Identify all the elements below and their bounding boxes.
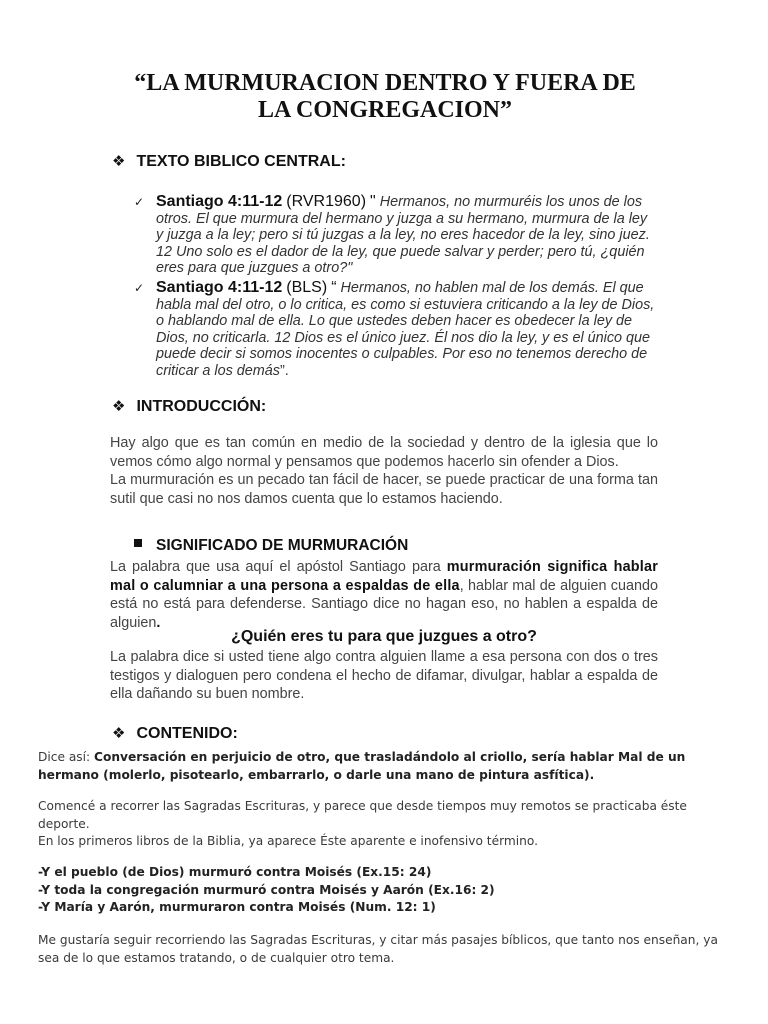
definition-end: . xyxy=(156,614,161,631)
title-line-1: “LA MURMURACION DENTRO Y FUERA DE xyxy=(134,70,636,96)
verse-open-quote: “ xyxy=(331,279,337,296)
section-heading-introduccion xyxy=(112,397,266,416)
diamond-bullet-icon: ❖ xyxy=(112,725,126,742)
diamond-bullet-icon: ❖ xyxy=(112,153,126,170)
contenido-paragraph-2 xyxy=(38,798,738,851)
subheading-significado xyxy=(134,537,408,555)
contenido-p2b: En los primeros libros de la Biblia, ya aparece Éste aparente e inofensivo término. xyxy=(38,834,538,848)
verse-version: (BLS) xyxy=(286,279,328,296)
checkmark-icon: ✓ xyxy=(134,195,145,209)
heading-label: CONTENIDO: xyxy=(136,725,238,742)
verse-version: (RVR1960) xyxy=(286,193,367,210)
definition-rest: , hablar mal de alguien cuando está no está para defenderse. Santiago dice no hagan eso, no hablen a espalda de alguien xyxy=(110,577,658,631)
significado-paragraph-2: La palabra dice si usted tiene algo contra alguien llame a esa persona con dos o tres testigos y dialoguen pero condena el hecho de difamar, divulgar, hablar a espalda de ella dañando su buen nombre. xyxy=(110,649,658,702)
reference-line: -Y el pueblo (de Dios) murmuró contra Moisés (Ex.15: 24) xyxy=(38,865,432,879)
checkmark-icon: ✓ xyxy=(134,281,145,295)
contenido-paragraph-4: Me gustaría seguir recorriendo las Sagradas Escrituras, y citar más pasajes bíblicos, que tanto nos enseñan, ya sea de lo que estamos tratando, o de cualquier otro tema. xyxy=(38,933,718,965)
verse-open-quote: " xyxy=(370,193,376,210)
intro-paragraph xyxy=(110,434,658,508)
reference-line: -Y toda la congregación murmuró contra Moisés y Aarón (Ex.16: 2) xyxy=(38,882,495,897)
intro-paragraph-2: La murmuración es un pecado tan fácil de hacer, se puede practicar de una forma tan sutil que casi no nos damos cuenta que lo estamos haciendo. xyxy=(110,472,658,507)
section-heading-contenido xyxy=(112,724,238,743)
contenido-dice xyxy=(38,749,738,784)
verse-text xyxy=(156,280,656,379)
subheading-label: SIGNIFICADO DE MURMURACIÓN xyxy=(156,537,409,554)
question-heading: ¿Quién eres tu para que juzgues a otro? xyxy=(231,628,537,645)
verse-text xyxy=(156,194,656,277)
definition-intro: La palabra que usa aquí el apóstol Santiago para xyxy=(110,559,447,575)
square-bullet-icon xyxy=(134,539,142,547)
verse-close-quote: ”. xyxy=(279,362,289,379)
reference-line: -Y María y Aarón, murmuraron contra Moisés (Num. 12: 1) xyxy=(38,900,436,914)
section-heading-texto-biblico xyxy=(112,152,346,171)
contenido-references xyxy=(38,864,738,917)
heading-label: INTRODUCCIÓN: xyxy=(136,398,267,415)
title-line-2: LA CONGREGACION” xyxy=(257,97,513,123)
verse-reference: Santiago 4:11-12 xyxy=(156,193,283,210)
contenido-p2a: Comencé a recorrer las Sagradas Escrituras, y parece que desde tiempos muy remotos se practicaba éste deporte. xyxy=(38,799,687,831)
heading-label: TEXTO BIBLICO CENTRAL: xyxy=(136,153,346,170)
document-title xyxy=(60,70,710,124)
diamond-bullet-icon: ❖ xyxy=(112,398,126,415)
definition-paragraph xyxy=(110,558,658,632)
dice-bold: Conversación en perjuicio de otro, que trasladándolo al criollo, sería hablar Mal de un hermano (molerlo, pisotearlo, embarrarlo, o darle una mano de pintura asfítica). xyxy=(38,750,686,782)
verse-body: Hermanos, no hablen mal de los demás. El que habla mal del otro, o lo critica, es como si estuviera criticando a la ley de Dios, o hablando mal de ella. Lo que ustedes deben hacer es obedecer la ley de Dios, no criticarla. 12 Dios es el único juez. Él nos dio la ley, y es el único que puede decir si somos inocentes o culpables. Por eso no tenemos derecho de criticar a los demás xyxy=(156,280,655,379)
dice-prefix: Dice así: xyxy=(38,750,95,764)
intro-paragraph-1: Hay algo que es tan común en medio de la sociedad y dentro de la iglesia que lo vemos cómo algo normal y pensamos que podemos hacerlo sin ofender a Dios. xyxy=(110,435,658,470)
verse-body: Hermanos, no murmuréis los unos de los otros. El que murmura del hermano y juzga a su hermano, murmura de la ley y juzga a la ley; pero si tú juzgas a la ley, no eres hacedor de la ley, sino juez. 12 Uno solo es el dador de la ley, que puede salvar y perder; pero tú, ¿quién eres para que juzgues a otro?" xyxy=(156,194,650,276)
verse-reference: Santiago 4:11-12 xyxy=(156,279,283,296)
definition-bold: murmuración significa hablar mal o calumniar a una persona a espaldas de ella xyxy=(110,559,658,594)
